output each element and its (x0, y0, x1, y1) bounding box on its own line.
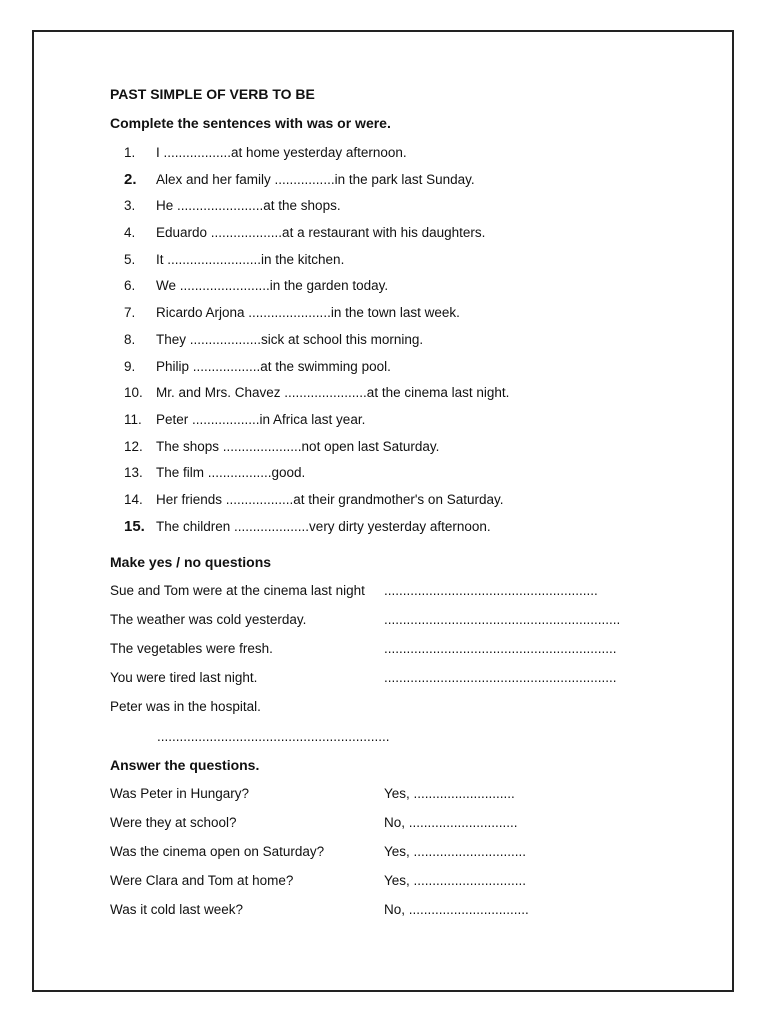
item-number: 7. (124, 305, 136, 321)
question-text: Was the cinema open on Saturday? (110, 844, 325, 859)
list-item (124, 489, 509, 516)
sentence-text: Ricardo Arjona ......................in the town last week. (156, 305, 460, 321)
sentence-text: The children ....................very dirty yesterday afternoon. (156, 518, 491, 534)
list-item (124, 382, 509, 409)
question-text: Was Peter in Hungary? (110, 786, 250, 801)
answer-blank: No, ............................. (384, 815, 518, 830)
sentence-text: He .......................at the shops. (156, 198, 341, 214)
sentence-text: We ........................in the garden today. (156, 278, 389, 294)
answer-blank: .............................................................. (384, 641, 617, 656)
list-item (124, 222, 509, 249)
answer-blank: .............................................................. (157, 729, 390, 744)
item-number: 13. (124, 465, 143, 481)
list-item (124, 142, 509, 169)
answer-blank: ............................................................... (384, 612, 621, 627)
sentence-text: Her friends ..................at their grandmother's on Saturday. (156, 491, 504, 507)
item-number: 10. (124, 385, 143, 401)
question-row (110, 583, 670, 603)
sentence-text: Alex and her family ................in the park last Sunday. (156, 171, 475, 187)
question-text: Was it cold last week? (110, 902, 244, 917)
sentence-list (124, 142, 509, 542)
question-row (110, 699, 670, 719)
question-text: You were tired last night. (110, 670, 258, 685)
question-row (110, 902, 670, 922)
instruction: Complete the sentences with was or were. (110, 115, 391, 131)
list-item (124, 329, 509, 356)
question-text: Were Clara and Tom at home? (110, 873, 294, 888)
item-number: 1. (124, 145, 136, 160)
answer-blank: Yes, .............................. (384, 844, 527, 859)
list-item (124, 436, 509, 463)
question-row (110, 670, 670, 690)
question-text: Sue and Tom were at the cinema last night (110, 583, 365, 598)
list-item (124, 249, 509, 276)
sentence-text: Eduardo ...................at a restaurant with his daughters. (156, 225, 486, 241)
item-number: 12. (124, 438, 143, 454)
answer-heading: Answer the questions. (110, 757, 260, 773)
answer-blank: Yes, .............................. (384, 873, 527, 888)
worksheet-title: PAST SIMPLE OF VERB TO BE (110, 86, 315, 102)
list-item (124, 302, 509, 329)
item-number: 15. (124, 517, 145, 535)
item-number: 8. (124, 331, 136, 347)
question-text: The vegetables were fresh. (110, 641, 273, 656)
list-item (124, 462, 509, 489)
list-item (124, 195, 509, 222)
answer-blank: No, ................................ (384, 902, 529, 917)
list-item (124, 409, 509, 436)
item-number: 14. (124, 491, 143, 507)
item-number: 5. (124, 251, 136, 267)
list-item (124, 275, 509, 302)
sentence-text: Philip ..................at the swimming pool. (156, 358, 391, 374)
answer-blank: .............................................................. (384, 670, 617, 685)
answer-blank: ......................................................... (384, 583, 598, 598)
list-item (124, 169, 509, 196)
sentence-text: It .........................in the kitchen. (156, 251, 345, 267)
list-item (124, 516, 509, 543)
question-row (110, 786, 670, 806)
sentence-text: The shops .....................not open last Saturday. (156, 438, 440, 454)
item-number: 3. (124, 198, 136, 214)
item-number: 6. (124, 278, 136, 294)
question-row (110, 873, 670, 893)
question-row (110, 641, 670, 661)
answer-blank: Yes, ........................... (384, 786, 515, 801)
question-row (110, 844, 670, 864)
item-number: 11. (124, 411, 142, 427)
question-row (110, 815, 670, 835)
item-number: 9. (124, 358, 136, 374)
question-row (110, 612, 670, 632)
sentence-text: The film .................good. (156, 465, 306, 481)
question-text: Peter was in the hospital. (110, 699, 261, 714)
sentence-text: Peter ..................in Africa last year. (156, 411, 366, 427)
item-number: 2. (124, 170, 137, 188)
item-number: 4. (124, 225, 136, 241)
list-item (124, 356, 509, 383)
sentence-text: Mr. and Mrs. Chavez ......................at the cinema last night. (156, 385, 510, 401)
question-text: Were they at school? (110, 815, 237, 830)
yes-no-heading: Make yes / no questions (110, 554, 272, 570)
sentence-text: They ...................sick at school this morning. (156, 331, 424, 347)
question-text: The weather was cold yesterday. (110, 612, 307, 627)
sentence-text: I ..................at home yesterday afternoon. (156, 145, 407, 160)
